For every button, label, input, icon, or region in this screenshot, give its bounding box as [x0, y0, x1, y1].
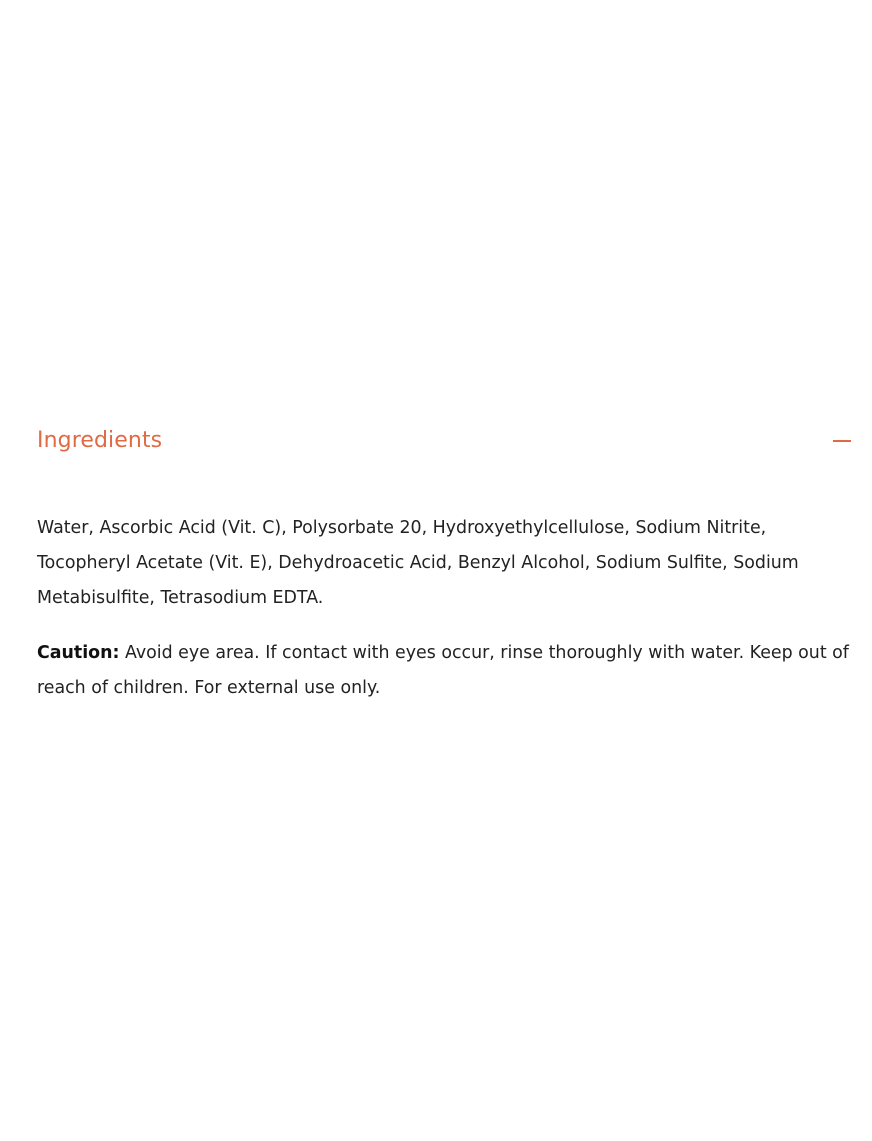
ingredients-accordion: [0, 418, 872, 698]
caution-note: [37, 636, 853, 706]
minus-icon-bar: [833, 440, 851, 442]
minus-icon[interactable]: [830, 431, 854, 451]
ingredients-list: Water, Ascorbic Acid (Vit. C), Polysorbate 20, Hydroxyethylcellulose, Sodium Nitrite, Tocopheryl Acetate (Vit. E), Dehydroacetic Acid, Benzyl Alcohol, Sodium Sulfite, Sodium Metabisulfite, Tetrasodium EDTA.: [37, 518, 799, 608]
accordion-header[interactable]: [0, 418, 872, 464]
accordion-title[interactable]: Ingredients: [37, 428, 163, 453]
caution-text: Avoid eye area. If contact with eyes occur, rinse thoroughly with water. Keep out of reach of children. For external use only.: [37, 643, 849, 698]
caution-label: Caution:: [37, 643, 120, 663]
accordion-body: [37, 511, 853, 706]
